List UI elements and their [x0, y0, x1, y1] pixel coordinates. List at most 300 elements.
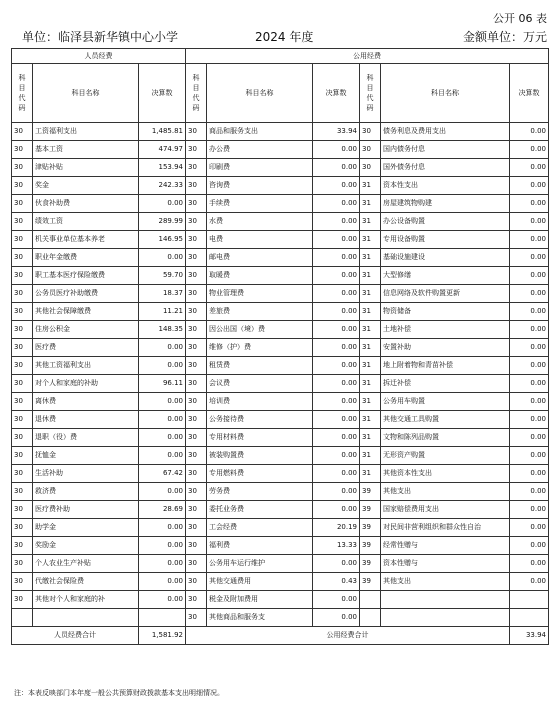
personnel-total-label: 人员经费合计	[12, 627, 139, 645]
item-amount: 0.00	[313, 231, 360, 249]
item-code: 31	[360, 177, 381, 195]
item-name: 土地补偿	[381, 321, 510, 339]
item-code: 30	[186, 159, 207, 177]
col-name-header: 科目名称	[33, 64, 139, 123]
money-unit-label: 金额单位：万元	[462, 30, 547, 44]
item-name: 职业年金缴费	[33, 249, 139, 267]
item-amount: 148.35	[139, 321, 186, 339]
item-amount: 0.00	[313, 555, 360, 573]
item-amount: 0.00	[313, 267, 360, 285]
item-name: 经常性赠与	[381, 537, 510, 555]
item-name: 公务用车运行维护	[207, 555, 313, 573]
item-code: 30	[12, 177, 33, 195]
public-total-label: 公用经费合计	[186, 627, 510, 645]
item-code: 30	[186, 231, 207, 249]
item-name: 被装购置费	[207, 447, 313, 465]
item-amount: 0.00	[313, 213, 360, 231]
item-code: 30	[186, 213, 207, 231]
item-code: 31	[360, 429, 381, 447]
item-amount: 0.00	[139, 555, 186, 573]
item-name: 安置补助	[381, 339, 510, 357]
item-code: 39	[360, 555, 381, 573]
item-code: 39	[360, 519, 381, 537]
table-row	[12, 303, 549, 321]
table-row	[12, 339, 549, 357]
item-name: 物业管理费	[207, 285, 313, 303]
item-amount: 0.00	[510, 177, 549, 195]
table-row	[12, 195, 549, 213]
table-row	[12, 123, 549, 141]
item-code: 30	[12, 447, 33, 465]
item-amount: 0.00	[139, 519, 186, 537]
table-row	[12, 159, 549, 177]
item-code: 31	[360, 465, 381, 483]
personnel-section-title: 人员经费	[12, 49, 186, 64]
item-name: 大型修缮	[381, 267, 510, 285]
item-code: 31	[360, 321, 381, 339]
item-code: 30	[360, 123, 381, 141]
table-row	[12, 249, 549, 267]
item-amount: 0.00	[510, 303, 549, 321]
item-amount: 0.00	[510, 123, 549, 141]
item-code: 31	[360, 393, 381, 411]
table-row	[12, 231, 549, 249]
item-code: 31	[360, 195, 381, 213]
public-total-value: 33.94	[510, 627, 549, 645]
item-amount: 0.00	[313, 339, 360, 357]
item-amount: 0.00	[313, 591, 360, 609]
item-code: 30	[186, 267, 207, 285]
item-amount: 0.00	[313, 429, 360, 447]
item-name: 公务用车购置	[381, 393, 510, 411]
item-amount: 0.00	[510, 375, 549, 393]
table-note: 注：本表反映部门本年度一般公共预算财政拨款基本支出明细情况。	[14, 689, 224, 697]
item-amount: 0.00	[510, 501, 549, 519]
item-amount: 0.00	[139, 573, 186, 591]
col-code-header: 科 目 代 码	[186, 64, 207, 123]
item-code: 30	[12, 375, 33, 393]
item-amount: 0.00	[510, 231, 549, 249]
item-amount: 0.00	[510, 483, 549, 501]
item-name: 会议费	[207, 375, 313, 393]
item-name: 取暖费	[207, 267, 313, 285]
item-amount: 0.00	[510, 519, 549, 537]
item-amount: 0.00	[139, 591, 186, 609]
item-name: 办公设备购置	[381, 213, 510, 231]
expenditure-table	[11, 48, 549, 645]
item-amount: 0.00	[313, 159, 360, 177]
item-code: 30	[12, 321, 33, 339]
item-code: 30	[12, 195, 33, 213]
item-amount: 0.00	[313, 177, 360, 195]
item-name: 差旅费	[207, 303, 313, 321]
item-name: 印刷费	[207, 159, 313, 177]
col-name-header: 科目名称	[207, 64, 313, 123]
item-amount: 96.11	[139, 375, 186, 393]
item-amount: 0.00	[510, 357, 549, 375]
item-code: 31	[360, 447, 381, 465]
table-row	[12, 609, 549, 627]
item-name: 电费	[207, 231, 313, 249]
item-name: 伙食补助费	[33, 195, 139, 213]
item-code: 30	[186, 519, 207, 537]
item-name: 奖金	[33, 177, 139, 195]
item-name: 地上附着物和青苗补偿	[381, 357, 510, 375]
item-name: 因公出国（境）费	[207, 321, 313, 339]
item-code: 31	[360, 285, 381, 303]
item-code: 30	[12, 483, 33, 501]
item-name: 工会经费	[207, 519, 313, 537]
item-amount: 0.00	[313, 141, 360, 159]
item-name: 机关事业单位基本养老	[33, 231, 139, 249]
item-code: 30	[12, 357, 33, 375]
item-code: 31	[360, 249, 381, 267]
item-amount: 0.00	[313, 249, 360, 267]
item-name: 抚恤金	[33, 447, 139, 465]
item-name: 国外债务付息	[381, 159, 510, 177]
item-name: 商品和服务支出	[207, 123, 313, 141]
table-row	[12, 483, 549, 501]
item-code: 31	[360, 375, 381, 393]
item-name	[381, 609, 510, 627]
item-code: 30	[12, 393, 33, 411]
item-name: 资本性支出	[381, 177, 510, 195]
item-name: 委托业务费	[207, 501, 313, 519]
item-amount: 0.00	[313, 465, 360, 483]
year-label: 2024 年度	[255, 30, 314, 44]
item-name: 咨询费	[207, 177, 313, 195]
item-name: 代缴社会保险费	[33, 573, 139, 591]
item-name: 专用燃料费	[207, 465, 313, 483]
item-amount: 0.00	[510, 555, 549, 573]
public-section-title: 公用经费	[186, 49, 549, 64]
item-amount: 0.00	[510, 267, 549, 285]
item-name: 债务利息及费用支出	[381, 123, 510, 141]
table-row	[12, 393, 549, 411]
item-name: 其他对个人和家庭的补	[33, 591, 139, 609]
item-amount: 0.00	[510, 537, 549, 555]
item-code: 30	[12, 267, 33, 285]
item-name: 邮电费	[207, 249, 313, 267]
item-name: 福利费	[207, 537, 313, 555]
item-amount: 0.00	[313, 285, 360, 303]
item-code: 30	[186, 429, 207, 447]
totals-row	[12, 627, 549, 645]
item-code: 30	[186, 483, 207, 501]
item-code: 39	[360, 483, 381, 501]
item-name: 劳务费	[207, 483, 313, 501]
unit-label: 单位：临泽县新华镇中心小学	[22, 30, 179, 44]
item-name: 资本性赠与	[381, 555, 510, 573]
table-row	[12, 447, 549, 465]
item-code: 30	[186, 555, 207, 573]
table-row	[12, 591, 549, 609]
table-row	[12, 537, 549, 555]
item-code: 30	[186, 249, 207, 267]
item-amount: 59.70	[139, 267, 186, 285]
item-code: 30	[186, 447, 207, 465]
item-name: 培训费	[207, 393, 313, 411]
item-code: 30	[186, 177, 207, 195]
item-code: 30	[12, 159, 33, 177]
item-code: 30	[12, 339, 33, 357]
item-amount: 0.00	[313, 411, 360, 429]
item-name: 医疗费补助	[33, 501, 139, 519]
col-amount-header: 决算数	[313, 64, 360, 123]
item-amount: 0.00	[139, 483, 186, 501]
item-amount: 0.00	[510, 339, 549, 357]
item-amount: 0.00	[139, 411, 186, 429]
item-amount: 0.00	[510, 249, 549, 267]
item-code: 39	[360, 573, 381, 591]
item-name: 物资储备	[381, 303, 510, 321]
item-code: 30	[12, 303, 33, 321]
item-amount: 0.00	[139, 339, 186, 357]
item-code: 30	[12, 519, 33, 537]
item-amount: 0.00	[510, 573, 549, 591]
item-amount	[510, 591, 549, 609]
item-code: 30	[12, 501, 33, 519]
item-amount: 0.00	[313, 501, 360, 519]
item-name: 津贴补贴	[33, 159, 139, 177]
item-code	[360, 609, 381, 627]
item-name: 工资福利支出	[33, 123, 139, 141]
item-name: 其他社会保障缴费	[33, 303, 139, 321]
item-code: 30	[186, 591, 207, 609]
item-name: 水费	[207, 213, 313, 231]
item-code: 31	[360, 231, 381, 249]
item-code: 31	[360, 303, 381, 321]
table-row	[12, 411, 549, 429]
item-code: 30	[360, 159, 381, 177]
table-row	[12, 375, 549, 393]
item-amount: 0.00	[510, 411, 549, 429]
item-amount: 0.00	[313, 195, 360, 213]
item-code: 30	[186, 537, 207, 555]
item-name: 房屋建筑物购建	[381, 195, 510, 213]
item-amount: 242.33	[139, 177, 186, 195]
item-name: 基础设施建设	[381, 249, 510, 267]
item-code: 30	[186, 609, 207, 627]
table-row	[12, 501, 549, 519]
item-name: 税金及附加费用	[207, 591, 313, 609]
item-amount: 0.00	[139, 447, 186, 465]
item-name: 手续费	[207, 195, 313, 213]
item-name: 其他支出	[381, 483, 510, 501]
item-code: 30	[186, 357, 207, 375]
item-amount: 153.94	[139, 159, 186, 177]
item-amount: 146.95	[139, 231, 186, 249]
item-code: 30	[12, 231, 33, 249]
item-amount: 0.00	[510, 213, 549, 231]
item-name: 绩效工资	[33, 213, 139, 231]
item-code: 30	[12, 465, 33, 483]
col-code-header: 科 目 代 码	[12, 64, 33, 123]
item-code: 30	[186, 501, 207, 519]
item-code: 31	[360, 357, 381, 375]
item-amount: 474.97	[139, 141, 186, 159]
item-code: 30	[186, 465, 207, 483]
item-code: 30	[186, 195, 207, 213]
item-name: 救济费	[33, 483, 139, 501]
item-code: 30	[12, 591, 33, 609]
item-code: 30	[186, 321, 207, 339]
item-name: 无形资产购置	[381, 447, 510, 465]
item-amount	[139, 609, 186, 627]
item-code: 30	[186, 393, 207, 411]
item-amount: 13.33	[313, 537, 360, 555]
item-code: 30	[186, 339, 207, 357]
item-code: 30	[186, 123, 207, 141]
item-code: 30	[12, 123, 33, 141]
item-amount: 0.00	[510, 447, 549, 465]
item-code	[360, 591, 381, 609]
item-name	[33, 609, 139, 627]
item-code: 30	[186, 411, 207, 429]
item-name: 个人农业生产补贴	[33, 555, 139, 573]
item-code: 30	[12, 249, 33, 267]
item-name: 离休费	[33, 393, 139, 411]
table-row	[12, 267, 549, 285]
item-amount: 0.00	[510, 429, 549, 447]
item-amount: 0.00	[313, 375, 360, 393]
item-name: 退职（役）费	[33, 429, 139, 447]
item-code: 31	[360, 213, 381, 231]
table-row	[12, 285, 549, 303]
item-amount: 0.00	[139, 537, 186, 555]
item-name: 专用材料费	[207, 429, 313, 447]
item-code: 30	[186, 303, 207, 321]
item-code: 30	[12, 285, 33, 303]
item-amount: 28.69	[139, 501, 186, 519]
item-amount: 20.19	[313, 519, 360, 537]
item-amount: 0.00	[313, 321, 360, 339]
personnel-total-value: 1,581.92	[139, 627, 186, 645]
item-amount	[510, 609, 549, 627]
item-name: 办公费	[207, 141, 313, 159]
item-code: 30	[12, 213, 33, 231]
item-name: 医疗费	[33, 339, 139, 357]
item-name: 公务员医疗补助缴费	[33, 285, 139, 303]
item-name: 对个人和家庭的补助	[33, 375, 139, 393]
item-amount: 0.00	[510, 159, 549, 177]
item-code: 30	[12, 141, 33, 159]
table-row	[12, 429, 549, 447]
item-amount: 0.00	[313, 303, 360, 321]
item-amount: 11.21	[139, 303, 186, 321]
item-amount: 0.00	[313, 609, 360, 627]
table-row	[12, 519, 549, 537]
item-name: 其他资本性支出	[381, 465, 510, 483]
item-amount: 0.00	[139, 249, 186, 267]
item-amount: 0.00	[313, 357, 360, 375]
item-name: 公务接待费	[207, 411, 313, 429]
item-name: 其他商品和服务支	[207, 609, 313, 627]
item-code: 30	[186, 375, 207, 393]
item-amount: 0.00	[510, 141, 549, 159]
item-name: 助学金	[33, 519, 139, 537]
item-code: 39	[360, 537, 381, 555]
item-amount: 0.00	[313, 393, 360, 411]
item-name: 生活补助	[33, 465, 139, 483]
item-name: 信息网络及软件购置更新	[381, 285, 510, 303]
col-name-header: 科目名称	[381, 64, 510, 123]
item-name: 对民间非营利组织和群众性自治	[381, 519, 510, 537]
table-row	[12, 177, 549, 195]
item-code: 30	[12, 429, 33, 447]
item-name: 住房公积金	[33, 321, 139, 339]
item-code: 30	[12, 573, 33, 591]
item-amount: 0.00	[139, 393, 186, 411]
table-row	[12, 465, 549, 483]
item-name: 拆迁补偿	[381, 375, 510, 393]
col-amount-header: 决算数	[139, 64, 186, 123]
item-amount: 18.37	[139, 285, 186, 303]
item-name: 文物和陈列品购置	[381, 429, 510, 447]
col-code-header: 科 目 代 码	[360, 64, 381, 123]
item-name: 奖励金	[33, 537, 139, 555]
item-name: 退休费	[33, 411, 139, 429]
item-name: 租赁费	[207, 357, 313, 375]
table-row	[12, 213, 549, 231]
item-code: 30	[186, 141, 207, 159]
item-name: 国家赔偿费用支出	[381, 501, 510, 519]
table-row	[12, 357, 549, 375]
item-name: 国内债务付息	[381, 141, 510, 159]
item-code: 30	[12, 411, 33, 429]
item-name: 专用设备购置	[381, 231, 510, 249]
item-amount: 0.00	[510, 465, 549, 483]
item-amount: 0.00	[510, 393, 549, 411]
item-amount: 0.00	[139, 429, 186, 447]
item-amount: 289.99	[139, 213, 186, 231]
item-amount: 0.43	[313, 573, 360, 591]
item-code: 31	[360, 267, 381, 285]
item-name: 维修（护）费	[207, 339, 313, 357]
item-name: 基本工资	[33, 141, 139, 159]
item-code: 30	[186, 285, 207, 303]
item-amount: 0.00	[139, 195, 186, 213]
item-amount: 0.00	[510, 195, 549, 213]
item-amount: 33.94	[313, 123, 360, 141]
item-amount: 1,485.81	[139, 123, 186, 141]
item-name: 其他支出	[381, 573, 510, 591]
item-code: 30	[186, 573, 207, 591]
item-name: 其他交通工具购置	[381, 411, 510, 429]
item-amount: 0.00	[510, 285, 549, 303]
item-code: 31	[360, 339, 381, 357]
table-row	[12, 141, 549, 159]
col-amount-header: 决算数	[510, 64, 549, 123]
item-amount: 0.00	[313, 483, 360, 501]
item-name: 职工基本医疗保险缴费	[33, 267, 139, 285]
item-code: 30	[360, 141, 381, 159]
form-number: 公开 06 表	[493, 12, 547, 25]
item-amount: 0.00	[313, 447, 360, 465]
item-code	[12, 609, 33, 627]
table-row	[12, 321, 549, 339]
table-row	[12, 573, 549, 591]
item-code: 31	[360, 411, 381, 429]
item-name	[381, 591, 510, 609]
item-name: 其他交通费用	[207, 573, 313, 591]
item-amount: 0.00	[510, 321, 549, 339]
table-row	[12, 555, 549, 573]
item-name: 其他工资福利支出	[33, 357, 139, 375]
item-code: 39	[360, 501, 381, 519]
item-code: 30	[12, 555, 33, 573]
item-amount: 67.42	[139, 465, 186, 483]
